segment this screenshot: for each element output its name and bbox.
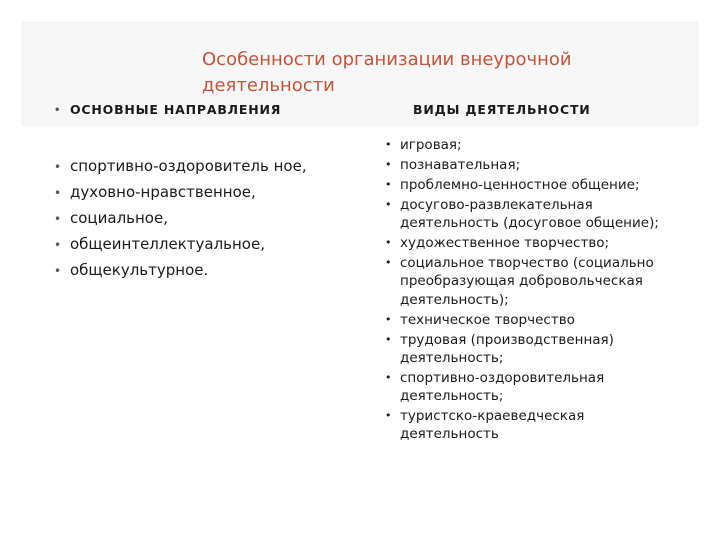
list-item <box>385 311 685 329</box>
list-item <box>385 136 685 154</box>
bullet-icon: • <box>385 256 392 270</box>
bullet-icon: • <box>54 160 62 174</box>
list-item-text: игровая; <box>400 137 462 153</box>
list-item-text: техническое творчество <box>400 311 575 328</box>
list-item <box>54 182 354 202</box>
bullet-icon: • <box>385 198 392 211</box>
bullet-icon: • <box>385 409 392 423</box>
left-heading <box>54 100 354 119</box>
list-item-text: туристско-краеведческая деятельность <box>400 408 585 443</box>
right-column <box>385 100 685 445</box>
list-item <box>54 234 354 254</box>
bullet-icon: • <box>385 158 392 171</box>
right-heading: ВИДЫ ДЕЯТЕЛЬНОСТИ <box>413 102 591 117</box>
left-heading-text: ОСНОВНЫЕ НАПРАВЛЕНИЯ <box>70 102 282 117</box>
list-item <box>385 254 685 309</box>
list-item <box>385 176 685 194</box>
bullet-icon: • <box>385 312 392 326</box>
list-item-text: общекультурное. <box>70 261 209 279</box>
list-item <box>385 196 685 232</box>
bullet-icon: • <box>385 236 392 250</box>
list-item-text: спортивно-оздоровитель ное, <box>70 157 307 175</box>
list-item <box>385 331 685 367</box>
bullet-icon: • <box>385 370 392 384</box>
list-item-text: досугово-развлекательная деятельность (досуговое общение); <box>400 197 659 232</box>
list-item-text: спортивно-оздоровительная деятельность; <box>400 369 605 405</box>
list-item <box>54 156 354 176</box>
bullet-icon: • <box>385 138 392 151</box>
directions-list <box>54 156 354 280</box>
list-item <box>54 208 354 228</box>
bullet-icon: • <box>54 238 62 252</box>
list-item <box>385 407 685 443</box>
list-item <box>54 260 354 280</box>
list-item-text: трудовая (производственная) деятельность; <box>400 331 614 366</box>
list-item <box>385 156 685 174</box>
bullet-icon: • <box>385 332 392 346</box>
bullet-icon: • <box>54 264 62 278</box>
list-item-text: художественное творчество; <box>400 235 610 252</box>
list-item-text: познавательная; <box>400 157 521 173</box>
bullet-icon: • <box>54 105 62 116</box>
list-item <box>385 369 685 405</box>
list-item-text: духовно-нравственное, <box>70 183 256 201</box>
left-column <box>54 100 354 286</box>
bullet-icon: • <box>385 178 392 191</box>
list-item-text: проблемно-ценностное общение; <box>400 177 640 193</box>
list-item-text: общеинтеллектуальное, <box>70 235 265 253</box>
bullet-icon: • <box>54 186 62 200</box>
list-item-text: социальное, <box>70 209 168 227</box>
list-item <box>385 234 685 252</box>
list-item-text: социальное творчество (социально преобразующая добровольческая деятельность); <box>400 255 654 308</box>
slide-title: Особенности организации внеурочной деятельности <box>202 49 572 96</box>
activity-types-list <box>385 136 685 443</box>
bullet-icon: • <box>54 212 62 226</box>
